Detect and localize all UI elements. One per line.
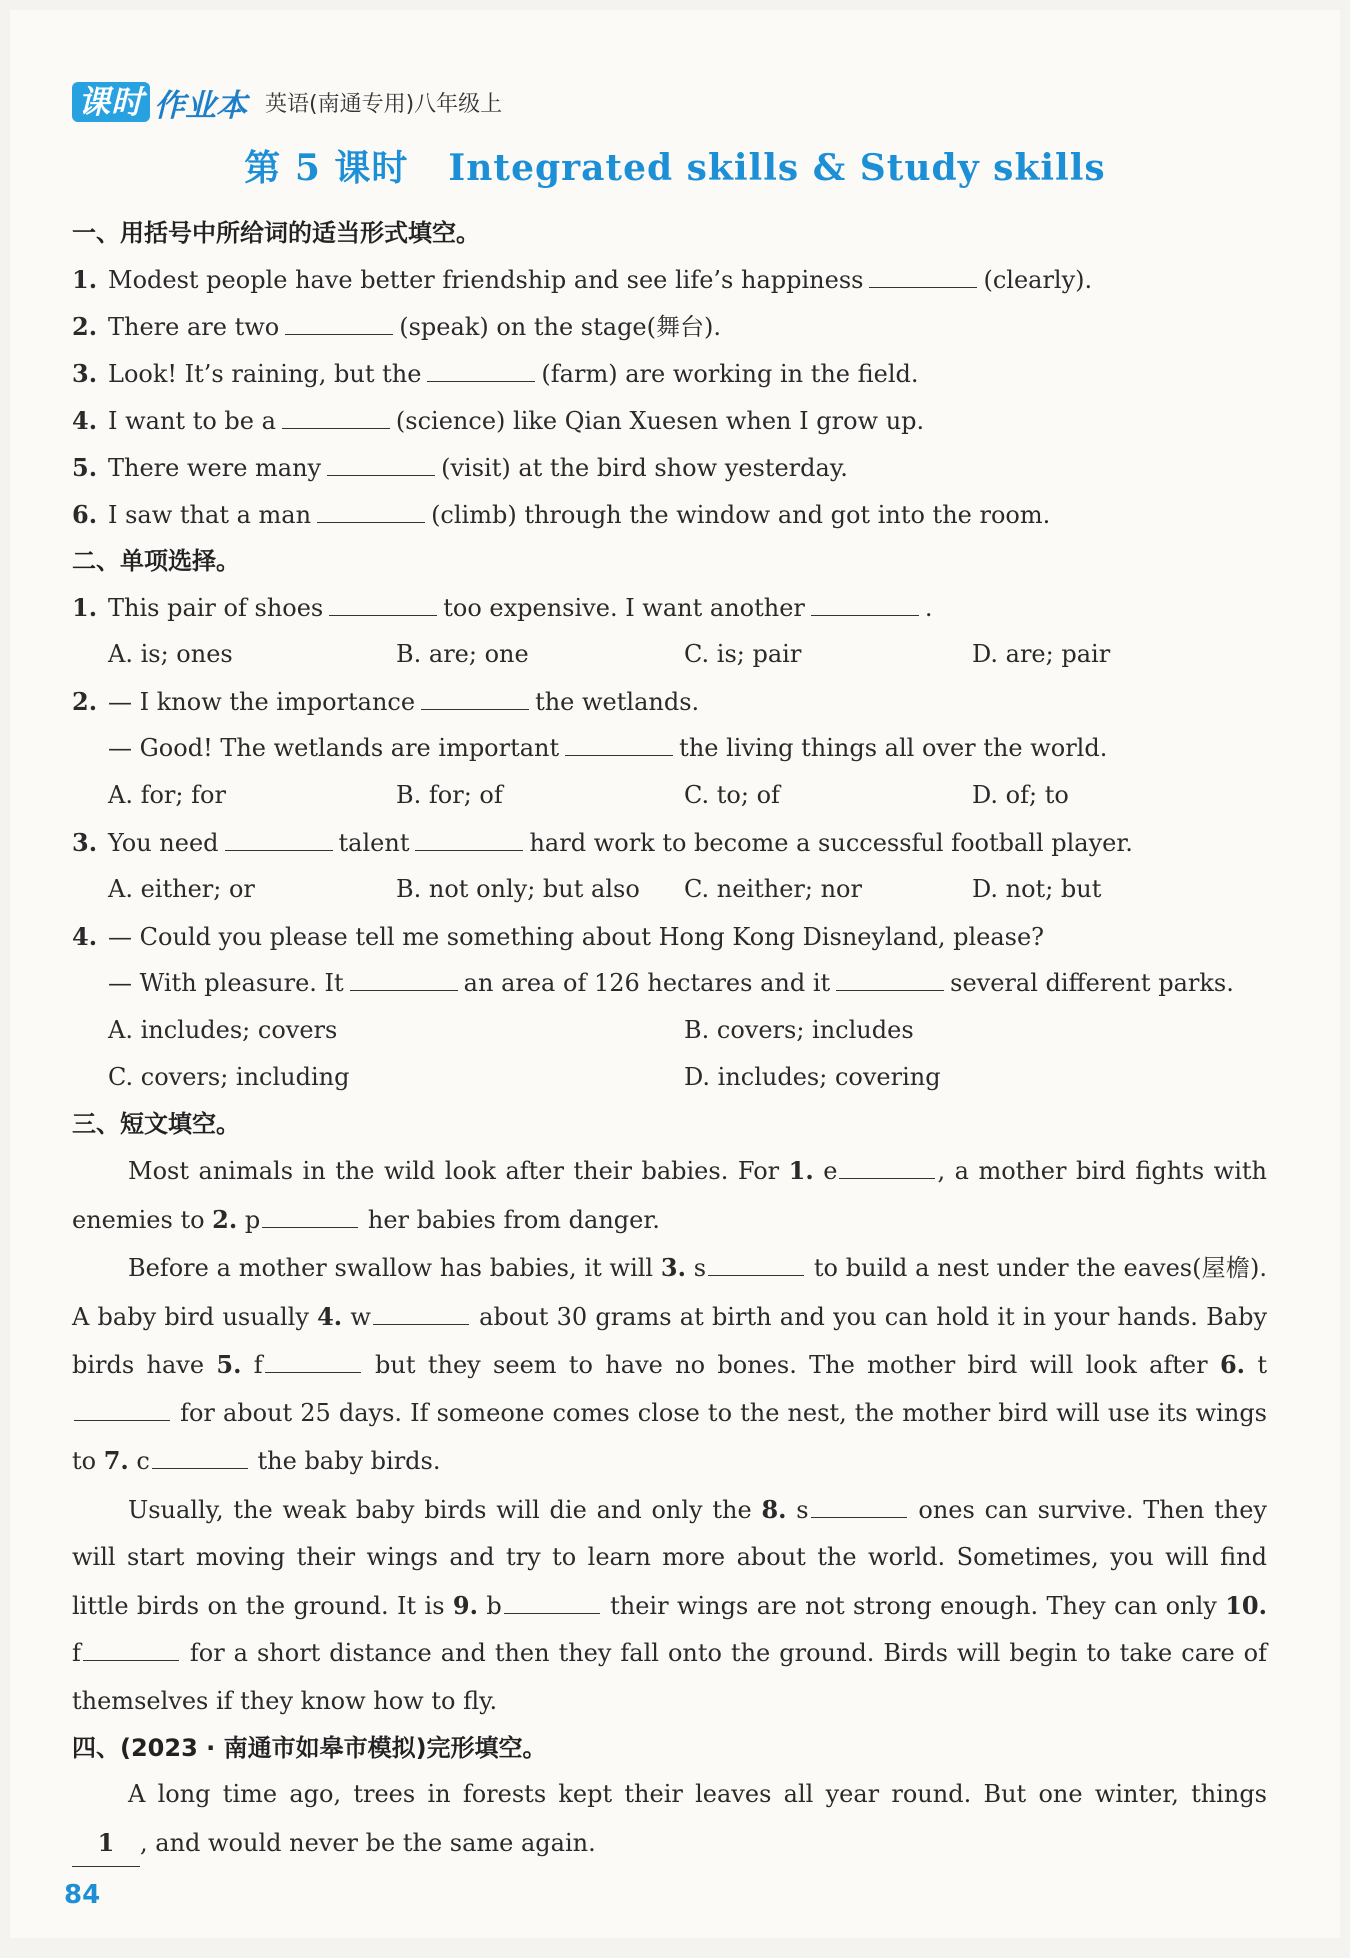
answer-blank[interactable] — [262, 1205, 358, 1228]
option-c[interactable]: C. is; pair — [684, 640, 802, 668]
exercise-content — [72, 210, 1267, 1867]
question-row: 3. Look! It’s raining, but the (farm) are working in the field. — [72, 359, 919, 388]
question-row: — With pleasure. It an area of 126 hectares and it several different parks. — [108, 969, 1234, 997]
answer-blank[interactable] — [504, 1591, 600, 1614]
answer-blank[interactable] — [427, 359, 535, 382]
question-row: 5. There were many (visit) at the bird show yesterday. — [72, 453, 848, 482]
option-a[interactable]: A. is; ones — [108, 640, 233, 668]
section-heading: 三、短文填空。 — [72, 1110, 240, 1138]
option-c[interactable]: C. to; of — [684, 781, 780, 809]
option-c[interactable]: C. neither; nor — [684, 875, 862, 903]
options-row — [72, 1007, 1267, 1054]
option-a[interactable]: A. for; for — [108, 781, 226, 809]
options-row — [72, 866, 1267, 913]
answer-blank[interactable] — [74, 1398, 170, 1421]
passage-paragraph: Usually, the weak baby birds will die and only the 8. s ones can survive. Then they will start moving their wings and try to learn more about the world. Sometimes, you will find little birds on the ground. It is 9. b their wings are not strong enough. They can only 10. f for a short distance and then they fall onto the ground. Birds will begin to take care of themselves if they know how to fly. — [72, 1494, 1267, 1715]
option-a[interactable]: A. either; or — [108, 875, 255, 903]
option-d[interactable]: D. of; to — [972, 781, 1069, 809]
option-d[interactable]: D. includes; covering — [684, 1063, 941, 1091]
answer-blank[interactable] — [285, 312, 393, 335]
question-row: — Good! The wetlands are important the living things all over the world. — [108, 734, 1108, 762]
option-b[interactable]: B. not only; but also — [396, 875, 640, 903]
answer-blank[interactable] — [565, 733, 673, 756]
section-heading: 四、(2023 · 南通市如皋市模拟)完形填空。 — [72, 1734, 547, 1762]
answer-blank[interactable] — [225, 828, 333, 851]
answer-blank[interactable] — [282, 406, 390, 429]
section-heading: 二、单项选择。 — [72, 547, 240, 575]
answer-blank[interactable] — [329, 593, 437, 616]
answer-blank[interactable] — [265, 1350, 361, 1373]
workbook-page — [10, 10, 1340, 1938]
options-row — [72, 1054, 1267, 1101]
lesson-title-en: Integrated skills & Study skills — [448, 147, 1106, 189]
answer-blank[interactable] — [839, 1156, 935, 1179]
logo-text: 作业本 — [154, 87, 248, 124]
answer-blank[interactable] — [327, 453, 435, 476]
option-b[interactable]: B. are; one — [396, 640, 529, 668]
answer-blank[interactable] — [811, 593, 919, 616]
answer-blank[interactable] — [708, 1253, 804, 1276]
option-c[interactable]: C. covers; including — [108, 1063, 350, 1091]
question-row: 4. I want to be a (science) like Qian Xuesen when I grow up. — [72, 406, 925, 435]
lesson-title — [10, 140, 1340, 191]
question-row: 3. You need talent hard work to become a successful football player. — [72, 828, 1133, 857]
answer-blank[interactable] — [350, 968, 458, 991]
answer-blank[interactable] — [421, 687, 529, 710]
answer-blank[interactable] — [373, 1302, 469, 1325]
lesson-title-cn: 第 5 课时 — [244, 147, 409, 189]
answer-blank[interactable] — [415, 828, 523, 851]
question-row: 1. This pair of shoes too expensive. I want another . — [72, 593, 933, 622]
answer-blank[interactable] — [811, 1495, 907, 1518]
section-heading: 一、用括号中所给词的适当形式填空。 — [72, 219, 480, 247]
option-b[interactable]: B. covers; includes — [684, 1016, 914, 1044]
answer-blank[interactable] — [869, 265, 977, 288]
passage-paragraph: Most animals in the wild look after their babies. For 1. e , a mother bird fights with enemies to 2. p her babies from danger. — [72, 1156, 1267, 1234]
brand-logo — [72, 80, 247, 125]
question-row: 1. Modest people have better friendship and see life’s happiness (clearly). — [72, 265, 1093, 294]
answer-blank[interactable] — [317, 500, 425, 523]
page-header — [72, 80, 502, 124]
option-d[interactable]: D. not; but — [972, 875, 1102, 903]
question-row: 2. There are two (speak) on the stage(舞台). — [72, 312, 721, 341]
option-b[interactable]: B. for; of — [396, 781, 503, 809]
question-row: 6. I saw that a man (climb) through the window and got into the room. — [72, 500, 1051, 529]
answer-blank[interactable] — [83, 1638, 179, 1661]
option-a[interactable]: A. includes; covers — [108, 1016, 338, 1044]
passage-paragraph: A long time ago, trees in forests kept their leaves all year round. But one winter, things 1 , and would never be the same again. — [72, 1771, 1267, 1867]
question-row: 4. — Could you please tell me something about Hong Kong Disneyland, please? — [72, 922, 1045, 951]
options-row — [72, 772, 1267, 819]
cloze-blank-1[interactable]: 1 — [72, 1819, 140, 1868]
question-row: 2. — I know the importance the wetlands. — [72, 687, 700, 716]
logo-box: 课时 — [72, 82, 150, 122]
passage-paragraph: Before a mother swallow has babies, it will 3. s to build a nest under the eaves(屋檐). A baby bird usually 4. w about 30 grams at birth and you can hold it in your hands. Baby birds have 5. f but they seem to have no bones. The mother bird will look after 6. t for about 25 days. If someone comes close to the nest, the mother bird will use its wings to 7. c the baby birds. — [72, 1253, 1268, 1475]
answer-blank[interactable] — [836, 968, 944, 991]
answer-blank[interactable] — [152, 1446, 248, 1469]
options-row — [72, 631, 1267, 678]
subject-label: 英语(南通专用)八年级上 — [265, 91, 503, 117]
page-number: 84 — [64, 1880, 101, 1910]
option-d[interactable]: D. are; pair — [972, 640, 1111, 668]
